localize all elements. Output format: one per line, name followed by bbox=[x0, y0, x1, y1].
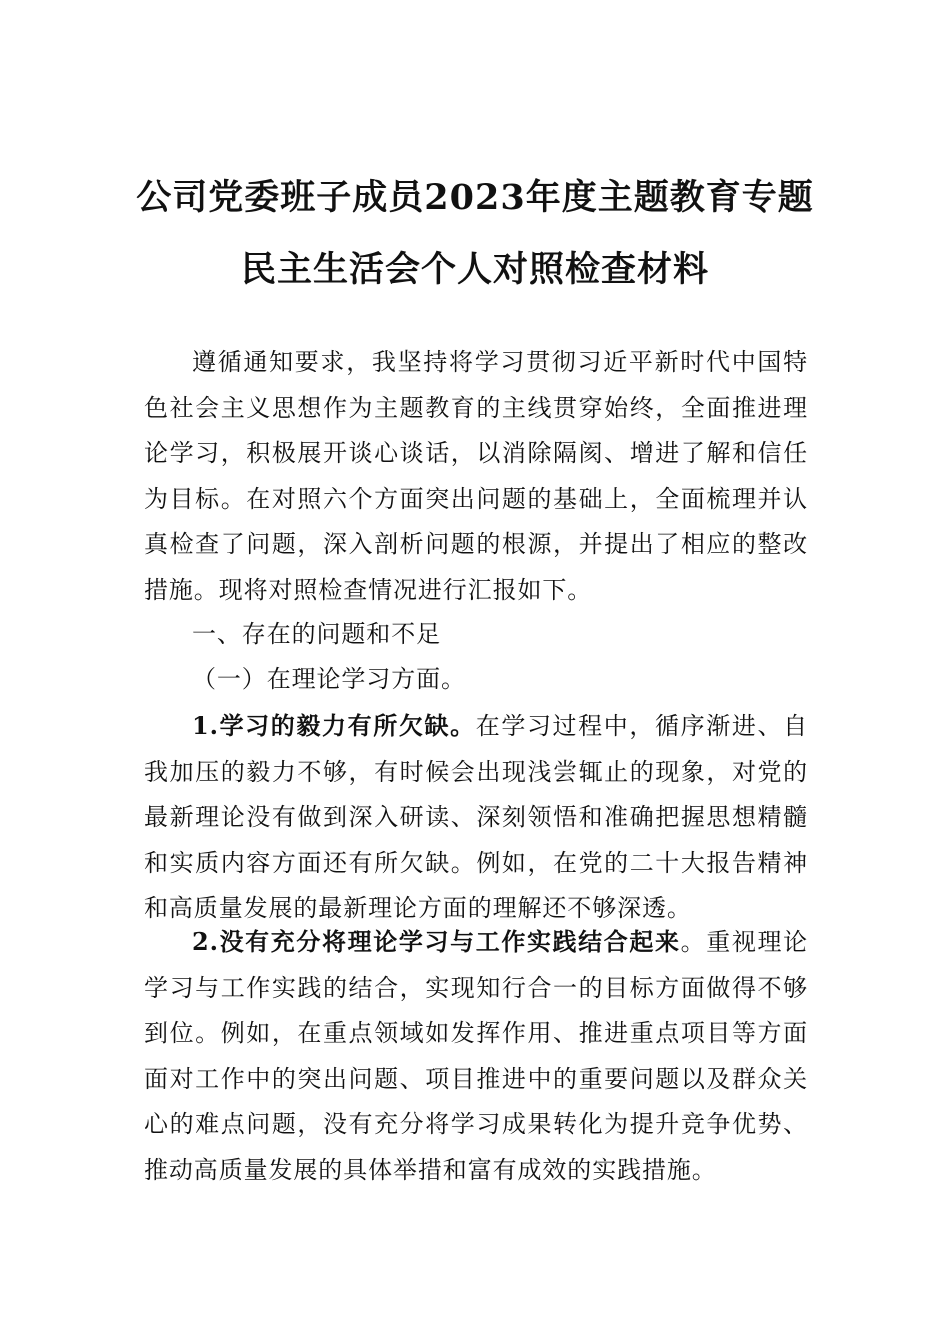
item-paragraph-1 bbox=[144, 703, 808, 932]
document-title-line-1: 公司党委班子成员2023年度主题教育专题 bbox=[136, 177, 814, 218]
item-1-text: 在学习过程中，循序渐进、自我加压的毅力不够，有时候会出现浅尝辄止的现象，对党的最新理论没有做到深入研读、深刻领悟和准确把握思想精髓和实质内容方面还有所欠缺。例如，在党的二十大报告精神和高质量发展的最新理论方面的理解还不够深透。 bbox=[144, 712, 808, 922]
item-2-lead: 2.没有充分将理论学习与工作实践结合起来 bbox=[192, 927, 681, 956]
intro-paragraph: 遵循通知要求，我坚持将学习贯彻习近平新时代中国特色社会主义思想作为主题教育的主线贯穿始终，全面推进理论学习，积极展开谈心谈话，以消除隔阂、增进了解和信任为目标。在对照六个方面突出问题的基础上，全面梳理并认真检查了问题，深入剖析问题的根源，并提出了相应的整改措施。现将对照检查情况进行汇报如下。 bbox=[144, 348, 808, 604]
item-1-lead: 1.学习的毅力有所欠缺。 bbox=[192, 711, 476, 740]
item-2-text: 。重视理论学习与工作实践的结合，实现知行合一的目标方面做得不够到位。例如，在重点领域如发挥作用、推进重点项目等方面面对工作中的突出问题、项目推进中的重要问题以及群众关心的难点问题，没有充分将学习成果转化为提升竞争优势、推动高质量发展的具体举措和富有成效的实践措施。 bbox=[144, 928, 808, 1184]
section-heading: 一、存在的问题和不足 bbox=[192, 620, 441, 648]
item-paragraph-2 bbox=[144, 919, 808, 1193]
document-title-line-2: 民主生活会个人对照检查材料 bbox=[240, 249, 709, 290]
subsection-heading: （一）在理论学习方面。 bbox=[192, 665, 466, 693]
